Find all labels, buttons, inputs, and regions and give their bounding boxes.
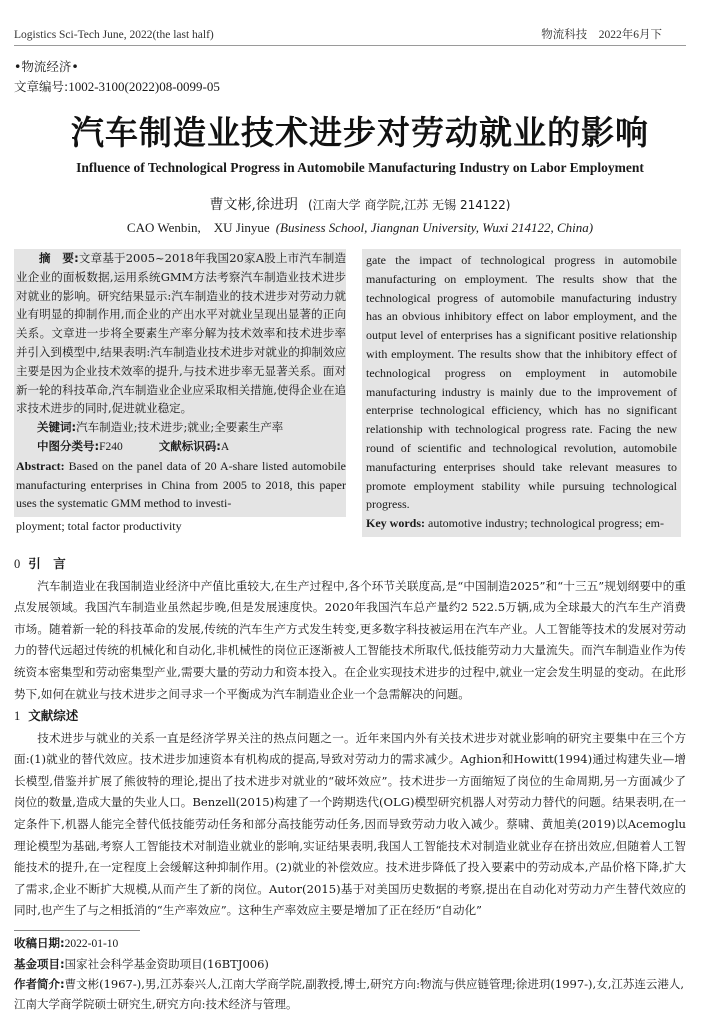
abstract-zh-text: 文章基于2005~2018年我国20家A股上市汽车制造业企业的面板数据,运用系统GMM方法考察汽车制造业技术进步对就业的影响。研究结果显示:汽车制造业的技术进步对劳动力就业有明显的抑制作用,而企业的产出水平对就业呈现出显著的正向关系。文章进一步将全要素生产率分解为技术效率和技术进步率并引入到模型中,结果表明:汽车制造业技术进步对就业的抑制效应主要是因为企业技术效率的提升,与技术进步率无显著关系。面对新一轮的科技革命,汽车制造业企业应采取相关措施,使得企业在追求技术进步的同时,促进就业稳定。 <box>16 251 346 416</box>
footnote-authors <box>14 974 694 1014</box>
clc-value: F240 <box>99 440 123 453</box>
abstract-left-column <box>14 249 346 537</box>
author-names-en: CAO Wenbin, XU Jinyue <box>126 220 270 235</box>
section-number: 1 <box>14 709 21 724</box>
keywords-chinese <box>14 418 346 437</box>
title-chinese: 汽车制造业技术进步对劳动就业的影响 <box>71 113 649 152</box>
footnote-received <box>14 933 694 954</box>
classification-line <box>14 437 346 457</box>
abstract-box <box>14 249 681 537</box>
authors-english <box>14 219 706 237</box>
footnote-divider <box>14 930 140 931</box>
running-head <box>14 27 686 46</box>
affiliation-zh: (江南大学 商学院,江苏 无锡 214122) <box>308 198 511 212</box>
abstract-left-shade <box>14 249 346 517</box>
abstract-right-shade <box>362 249 681 537</box>
abstract-en-label: Abstract: <box>16 458 65 473</box>
fund-label: 基金项目: <box>14 957 65 972</box>
author-bio-label: 作者简介: <box>14 977 65 992</box>
abstract-english-start <box>14 457 346 513</box>
keywords-english <box>366 514 677 533</box>
received-label: 收稿日期: <box>14 936 65 951</box>
section-title: 文献综述 <box>28 708 79 724</box>
footnote-fund <box>14 954 694 974</box>
abstract-right-column <box>362 249 681 537</box>
section-title: 引 言 <box>28 555 66 571</box>
abstract-en-left-text: Based on the panel data of 20 A-share listed automobile manufacturing enterprises in China from 2005 to 2018, this paper uses the systematic GMM method to investi- <box>16 458 346 511</box>
keywords-en-label: Key words: <box>366 516 425 531</box>
article-number <box>14 77 706 97</box>
received-date: 2022-01-10 <box>64 938 119 951</box>
title-english: Influence of Technological Progress in Automobile Manufacturing Industry on Labor Employment <box>76 160 644 175</box>
section-heading-literature <box>14 705 686 728</box>
section-number: 0 <box>14 556 21 571</box>
doc-code-label: 文献标识码: <box>158 438 221 453</box>
fund-value: 国家社会科学基金资助项目(16BTJ006) <box>64 957 269 972</box>
clc-label: 中图分类号: <box>37 438 100 453</box>
paragraph: 技术进步与就业的关系一直是经济学界关注的热点问题之一。近年来国内外有关技术进步对就业影响的研究主要集中在三个方面:(1)就业的替代效应。技术进步加速资本有机构成的提高,导致对劳动力的需求减少。Aghion和Howitt(1994)通过构建失业—增长模型,借鉴并扩展了熊彼特的理论,提出了技术进步对就业的“破坏效应”。技术进步一方面缩短了岗位的生命周期,另一方面减少了岗位的数量,造成大量的失业人口。Benzell(2015)构建了一个跨期迭代(OLG)模型研究机器人对劳动力替代的问题。结果表明,在一定条件下,机器人能完全替代低技能劳动任务和部分高技能劳动任务,因而导致劳动力收入减少。蔡啸、黄旭美(2019)以Acemoglu理论模型为基础,考察人工智能技术对制造业就业的影响,实证结果表明,我国人工智能技术对制造业就业存在挤出效应,但随着人工智能技术的提升,在一定程度上会缓解这种抑制作用。(2)就业的补偿效应。技术进步降低了投入要素中的劳动成本,产品价格下降,扩大了需求,企业不断扩大规模,从而产生了新的岗位。Autor(2015)基于对美国历史数据的考察,提出在自动化对劳动力产生替代效应的同时,也产生了与之相抵消的“生产率效应”。这种生产率效应主要是增加了正在经历“自动化” <box>14 730 686 918</box>
keywords-zh-text: 汽车制造业;技术进步;就业;全要素生产率 <box>76 420 284 435</box>
article-number-value: 1002-3100(2022)08-0099-05 <box>68 79 220 94</box>
section-heading-intro <box>14 553 686 576</box>
keywords-zh-label: 关键词: <box>37 420 77 435</box>
article-number-label: 文章编号: <box>14 79 69 94</box>
authors-chinese <box>14 195 706 215</box>
affiliation-en: (Business School, Jiangnan University, Wuxi 214122, China) <box>275 220 594 235</box>
body-text <box>14 553 686 922</box>
column-tag: •物流经济• <box>14 59 79 74</box>
running-head-journal: Logistics Sci-Tech June, 2022(the last half) <box>14 29 214 41</box>
paragraph: 汽车制造业在我国制造业经济中产值比重较大,在生产过程中,各个环节关联度高,是“中国制造2025”和“十三五”规划纲要中的重点发展领域。我国汽车制造业虽然起步晚,但是发展速度快。2020年我国汽车总产量约2 522.5万辆,成为全球最大的汽车生产消费市场。随着新一轮的科技革命的发展,传统的汽车生产方式发生转变,更多数字科技被运用在汽车产业。人工智能等技术的发展对劳动力的替代远超过传统的机械化和自动化,非机械性的岗位正逐渐被人工智能技术所取代,低技能劳动力大量流失。而汽车制造业作为传统资本密集型和劳动密集型产业,需要大量的劳动力和资本投入。在企业实现技术进步的过程中,就业一定会发生明显的变动。在此形势下,如何在就业与技术进步之间寻求一个平衡成为汽车制造业企业一个急需解决的问题。 <box>14 578 686 701</box>
footnotes <box>14 933 694 1014</box>
running-head-issue: 物流科技 2022年6月下 <box>541 29 662 41</box>
doc-code-value: A <box>220 440 230 453</box>
author-names-zh: 曹文彬,徐进玥 <box>209 197 298 213</box>
abstract-chinese <box>14 249 346 418</box>
keywords-english-continuation: ployment; total factor productivity <box>16 519 182 534</box>
author-bio-value: 曹文彬(1967-),男,江苏泰兴人,江南大学商学院,副教授,博士,研究方向:物流与供应链管理;徐进玥(1997-),女,江苏连云港人,江南大学商学院硕士研究生,研究方向:技术经济与管理。 <box>14 977 685 1012</box>
abstract-zh-label: 摘 要: <box>39 251 79 265</box>
keywords-en-text: automotive industry; technological progress; em- <box>425 516 664 531</box>
abstract-english-continued: gate the impact of technological progress in automobile manufacturing on employment. The results show that the technological progress of automobile manufacturing industry has an obvious inhibitory effect on labor employment, and the output level of enterprises has a significant positive relationship with employment. The results show that the inhibitory effect of technological progress on employment in automobile manufacturing industry is mainly due to the improvement of enterprise technological efficiency, which has no significant relationship with technological progress rate. Facing the new round of scientific and technological revolution, automobile manufacturing enterprises should take relevant measures to promote employment stability while pursuing technological progress. <box>366 253 677 512</box>
